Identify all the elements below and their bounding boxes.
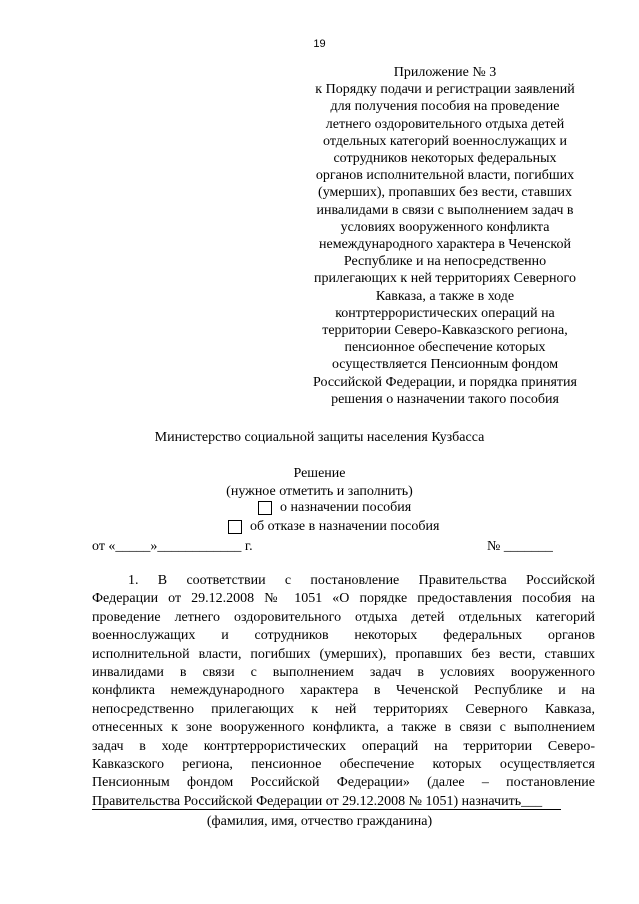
option-refuse xyxy=(228,519,439,535)
body-line: Федерации от 29.12.2008 № 1051 «О порядке предоставления пособия на xyxy=(92,591,595,607)
name-fill-line xyxy=(92,809,561,810)
name-caption: (фамилия, имя, отчество гражданина) xyxy=(206,814,433,829)
appendix-line: (умерших), пропавших без вести, ставших xyxy=(318,185,572,201)
appendix-line: к Порядку подачи и регистрации заявлений xyxy=(315,82,575,98)
body-line: исполнительной власти, погибших (умерших), пропавших без вести, ставших xyxy=(92,646,595,662)
body-line: Пенсионным фондом Российской Федерации» (далее – постановление xyxy=(92,775,595,791)
appendix-line: осуществляется Пенсионным фондом xyxy=(331,357,559,373)
body-line: задач в ходе контртеррористических операций на территории Северо- xyxy=(92,738,595,754)
page-number: 19 xyxy=(313,38,326,50)
option-refuse-label: об отказе в назначении пособия xyxy=(250,519,440,534)
decision-title: Решение xyxy=(293,466,346,481)
body-line: Правительства Российской Федерации от 29.12.2008 № 1051) назначить___ xyxy=(92,793,543,809)
body-line: 1. В соответствии с постановление Правительства Российской xyxy=(128,573,595,588)
date-field: от «_____»____________ г. xyxy=(92,539,253,554)
body-line: непосредственно прилегающих к ней территориях Северного Кавказа, xyxy=(92,701,595,717)
body-paragraph xyxy=(92,572,595,811)
appendix-line: условиях вооруженного конфликта xyxy=(340,219,550,235)
refuse-checkbox[interactable] xyxy=(228,520,242,534)
ministry-name: Министерство социальной защиты населения Кузбасса xyxy=(154,430,485,445)
appendix-line: Приложение № 3 xyxy=(393,65,497,80)
option-assign-label: о назначении пособия xyxy=(280,500,412,515)
body-line: проведение летнего оздоровительного отдыха детей отдельных категорий xyxy=(92,609,595,625)
body-line: военнослужащих и сотрудников некоторых федеральных органов xyxy=(92,628,595,644)
decision-instruction: (нужное отметить и заполнить) xyxy=(226,484,413,499)
appendix-line: для получения пособия на проведение xyxy=(330,99,560,115)
appendix-line: отдельных категорий военнослужащих и xyxy=(323,133,567,149)
body-line: Кавказского региона, пенсионное обеспечение которых осуществляется xyxy=(92,757,595,773)
appendix-line: органов исполнительной власти, погибших xyxy=(315,168,575,184)
body-line: инвалидами в связи с выполнением задач в условиях вооруженного xyxy=(92,665,595,681)
appendix-line: немеждународного характера в Чеченской xyxy=(319,237,571,253)
appendix-line: решения о назначении такого пособия xyxy=(331,391,559,407)
decision-heading xyxy=(0,465,639,501)
appendix-header xyxy=(300,64,590,408)
appendix-line: пенсионное обеспечение которых xyxy=(344,340,546,356)
body-line: конфликта немеждународного характера в Чеченской Республике и на xyxy=(92,683,595,699)
appendix-line: инвалидами в связи с выполнением задач в xyxy=(316,202,574,218)
appendix-line: контртеррористических операций на xyxy=(335,305,555,321)
appendix-line: сотрудников некоторых федеральных xyxy=(333,151,557,167)
appendix-line: территории Северо-Кавказского региона, xyxy=(322,323,568,339)
appendix-line: Республике и на непосредственно xyxy=(343,254,547,270)
body-line: отнесенных к зоне вооруженного конфликта, а также в связи с выполнением xyxy=(92,720,595,736)
assign-checkbox[interactable] xyxy=(258,501,272,515)
appendix-line: Кавказа, а также в ходе xyxy=(375,288,515,304)
number-field: № _______ xyxy=(487,539,553,554)
appendix-line: прилегающих к ней территориях Северного xyxy=(314,271,576,287)
appendix-line: летнего оздоровительного отдыха детей xyxy=(325,116,565,132)
appendix-line: Российской Федерации, и порядка принятия xyxy=(313,374,577,390)
option-assign xyxy=(258,500,411,516)
